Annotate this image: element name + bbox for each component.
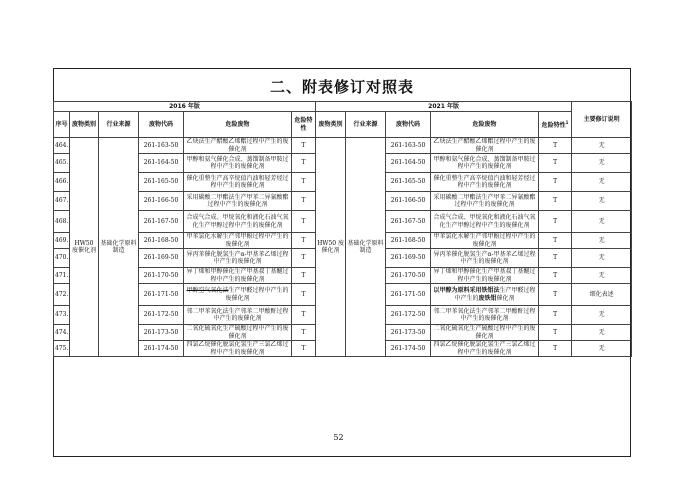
- new-industry-header: 行业来源: [346, 112, 386, 138]
- new-desc-cell: [431, 284, 539, 306]
- old-code-cell: 261-163-50: [139, 138, 184, 154]
- old-desc-cell: 四氯乙烷催化脱氯化氢生产三氯乙烯过程中产生的废催化剂: [184, 341, 292, 357]
- row-seq: 475.: [54, 341, 70, 357]
- new-desc-cell: 异丙苯催化脱氢生产α-甲基苯乙烯过程中产生的废催化剂: [431, 249, 539, 268]
- old-hazard-cell: T: [292, 138, 316, 154]
- deleted-text: 甲醇空气氧化法: [186, 287, 229, 294]
- new-desc-cell: 采用碳酸二甲酯法生产甲苯二异氰酸酯过程中产生的废催化剂: [431, 192, 539, 211]
- new-hazard-cell: T: [539, 325, 572, 341]
- old-version-label: 2016 年版: [54, 102, 316, 112]
- note-cell: 无: [572, 138, 632, 154]
- comparison-table: [53, 101, 632, 357]
- old-desc-cell: 异丙苯催化脱氢生产α-甲基苯乙烯过程中产生的废催化剂: [184, 249, 292, 268]
- old-desc-cell: [184, 284, 292, 306]
- new-hazard-cell: T: [539, 284, 572, 306]
- new-code-cell: 261-169-50: [386, 249, 431, 268]
- note-cell: 无: [572, 211, 632, 233]
- old-desc-cell: 异丁烯和甲醇催化生产甲基叔丁基醚过程中产生的废催化剂: [184, 268, 292, 284]
- new-desc-cell: 异丁烯和甲醇催化生产甲基叔丁基醚过程中产生的废催化剂: [431, 268, 539, 284]
- old-hazard-cell: T: [292, 249, 316, 268]
- new-desc-cell: 甲醇和氨气催化合成、蒸馏制备甲胺过程中产生的废催化剂: [431, 154, 539, 173]
- new-hazard-cell: T: [539, 211, 572, 233]
- seq-header: 序号: [54, 112, 70, 138]
- new-hazard-cell: T: [539, 192, 572, 211]
- old-code-header: 废物代码: [139, 112, 184, 138]
- table-body: [54, 138, 632, 357]
- new-desc-cell: 合成气合成、甲烷氧化和液化石油气氧化生产甲醇过程中产生的废催化剂: [431, 211, 539, 233]
- note-cell: 无: [572, 325, 632, 341]
- note-cell: 无: [572, 154, 632, 173]
- new-code-cell: 261-171-50: [386, 284, 431, 306]
- old-desc-cell: 合成气合成、甲烷氧化和液化石油气氧化生产甲醇过程中产生的废催化剂: [184, 211, 292, 233]
- new-hazard-cell: T: [539, 268, 572, 284]
- new-code-cell: 261-164-50: [386, 154, 431, 173]
- old-desc-cell: 甲苯氯化水解生产邻甲酚过程中产生的废催化剂: [184, 233, 292, 249]
- old-hazard-cell: T: [292, 306, 316, 325]
- new-desc-cell: 甲苯氯化水解生产邻甲酚过程中产生的废催化剂: [431, 233, 539, 249]
- new-code-cell: 261-173-50: [386, 325, 431, 341]
- row-seq: 470.: [54, 249, 70, 268]
- new-hazard-header: 危险特性$^1$: [539, 112, 572, 138]
- old-code-cell: 261-169-50: [139, 249, 184, 268]
- old-code-cell: 261-168-50: [139, 233, 184, 249]
- old-code-cell: 261-166-50: [139, 192, 184, 211]
- row-seq: 471.: [54, 268, 70, 284]
- new-category-header: 废物类别: [316, 112, 346, 138]
- new-hazard-cell: T: [539, 154, 572, 173]
- old-desc-cell: 甲醇和氨气催化合成、蒸馏制备甲胺过程中产生的废催化剂: [184, 154, 292, 173]
- new-code-cell: 261-163-50: [386, 138, 431, 154]
- old-code-cell: 261-173-50: [139, 325, 184, 341]
- note-cell: 无: [572, 341, 632, 357]
- column-header-row: [54, 112, 632, 138]
- version-header-row: [54, 102, 632, 112]
- old-code-cell: 261-167-50: [139, 211, 184, 233]
- note-cell: 无: [572, 249, 632, 268]
- added-text: 以甲醇为原料采用铁钼法: [433, 287, 500, 294]
- desc-text: 生产甲醛过程中产生的废催化剂: [225, 287, 289, 302]
- old-hazard-cell: T: [292, 233, 316, 249]
- new-hazard-cell: T: [539, 306, 572, 325]
- new-desc-cell: 乙炔法生产醋酸乙烯酯过程中产生的废催化剂: [431, 138, 539, 154]
- old-hazard-cell: T: [292, 211, 316, 233]
- new-hazard-cell: T: [539, 138, 572, 154]
- new-code-cell: 261-172-50: [386, 306, 431, 325]
- new-desc-cell: 邻二甲苯氧化法生产邻苯二甲酸酐过程中产生的废催化剂: [431, 306, 539, 325]
- old-code-cell: 261-164-50: [139, 154, 184, 173]
- added-text: 废铁钼: [478, 294, 497, 302]
- old-desc-header: 危险废物: [184, 112, 292, 138]
- old-category-header: 废物类别: [70, 112, 99, 138]
- old-desc-cell: 邻二甲苯氧化法生产邻苯二甲酸酐过程中产生的废催化剂: [184, 306, 292, 325]
- new-hazard-cell: T: [539, 341, 572, 357]
- row-seq: 473.: [54, 306, 70, 325]
- old-hazard-cell: T: [292, 192, 316, 211]
- note-cell: 无: [572, 233, 632, 249]
- new-hazard-cell: T: [539, 173, 572, 192]
- table-row: [54, 138, 632, 154]
- note-cell: 无: [572, 306, 632, 325]
- new-code-cell: 261-166-50: [386, 192, 431, 211]
- new-category-cell: HW50 废催化剂: [316, 138, 346, 357]
- old-category-cell: HW50 废催化剂: [70, 138, 99, 357]
- row-seq: 464.: [54, 138, 70, 154]
- new-code-cell: 261-165-50: [386, 173, 431, 192]
- old-desc-cell: 采用碳酸二甲酯法生产甲苯二异氰酸酯过程中产生的废催化剂: [184, 192, 292, 211]
- new-code-cell: 261-170-50: [386, 268, 431, 284]
- row-seq: 469.: [54, 233, 70, 249]
- old-hazard-cell: T: [292, 325, 316, 341]
- old-code-cell: 261-171-50: [139, 284, 184, 306]
- new-desc-header: 危险废物: [431, 112, 539, 138]
- new-hazard-cell: T: [539, 249, 572, 268]
- new-code-cell: 261-174-50: [386, 341, 431, 357]
- footnote-mark: 1: [565, 120, 569, 126]
- new-desc-cell: 二氧化硫氧化生产硫酸过程中产生的废催化剂: [431, 325, 539, 341]
- note-cell: 无: [572, 268, 632, 284]
- new-code-header: 废物代码: [386, 112, 431, 138]
- new-desc-cell: 催化重整生产高辛烷值汽油和轻芳烃过程中产生的废催化剂: [431, 173, 539, 192]
- row-seq: 465.: [54, 154, 70, 173]
- old-hazard-cell: T: [292, 268, 316, 284]
- row-seq: 472.: [54, 284, 70, 306]
- note-cell: 无: [572, 173, 632, 192]
- old-hazard-header: 危险特性: [292, 112, 316, 138]
- new-desc-cell: 四氯乙烷催化脱氯化氢生产三氯乙烯过程中产生的废催化剂: [431, 341, 539, 357]
- old-code-cell: 261-174-50: [139, 341, 184, 357]
- new-hazard-cell: T: [539, 233, 572, 249]
- old-code-cell: 261-170-50: [139, 268, 184, 284]
- old-hazard-cell: T: [292, 284, 316, 306]
- desc-text: 催化剂: [496, 294, 515, 302]
- note-header: 主要修订说明: [572, 102, 632, 138]
- old-hazard-cell: T: [292, 173, 316, 192]
- page-number: 52: [333, 433, 344, 442]
- old-desc-cell: 乙炔法生产醋酸乙烯酯过程中产生的废催化剂: [184, 138, 292, 154]
- old-desc-cell: 二氧化硫氧化生产硫酸过程中产生的废催化剂: [184, 325, 292, 341]
- page-title: 二、附表修订对照表: [269, 78, 414, 96]
- old-code-cell: 261-165-50: [139, 173, 184, 192]
- row-seq: 468.: [54, 211, 70, 233]
- old-industry-header: 行业来源: [99, 112, 139, 138]
- row-seq: 474.: [54, 325, 70, 341]
- old-code-cell: 261-172-50: [139, 306, 184, 325]
- new-version-label: 2021 年版: [316, 102, 572, 112]
- new-code-cell: 261-168-50: [386, 233, 431, 249]
- note-cell: 细化表述: [572, 284, 632, 306]
- old-hazard-cell: T: [292, 154, 316, 173]
- old-hazard-cell: T: [292, 341, 316, 357]
- desc-text: 生产甲醛过程中产生的: [454, 287, 536, 302]
- row-seq: 467.: [54, 192, 70, 211]
- new-industry-cell: 基础化学原料制造: [346, 138, 386, 357]
- old-desc-cell: 催化重整生产高辛烷值汽油和轻芳烃过程中产生的废催化剂: [184, 173, 292, 192]
- old-industry-cell: 基础化学原料制造: [99, 138, 139, 357]
- row-seq: 466.: [54, 173, 70, 192]
- new-code-cell: 261-167-50: [386, 211, 431, 233]
- note-cell: 无: [572, 192, 632, 211]
